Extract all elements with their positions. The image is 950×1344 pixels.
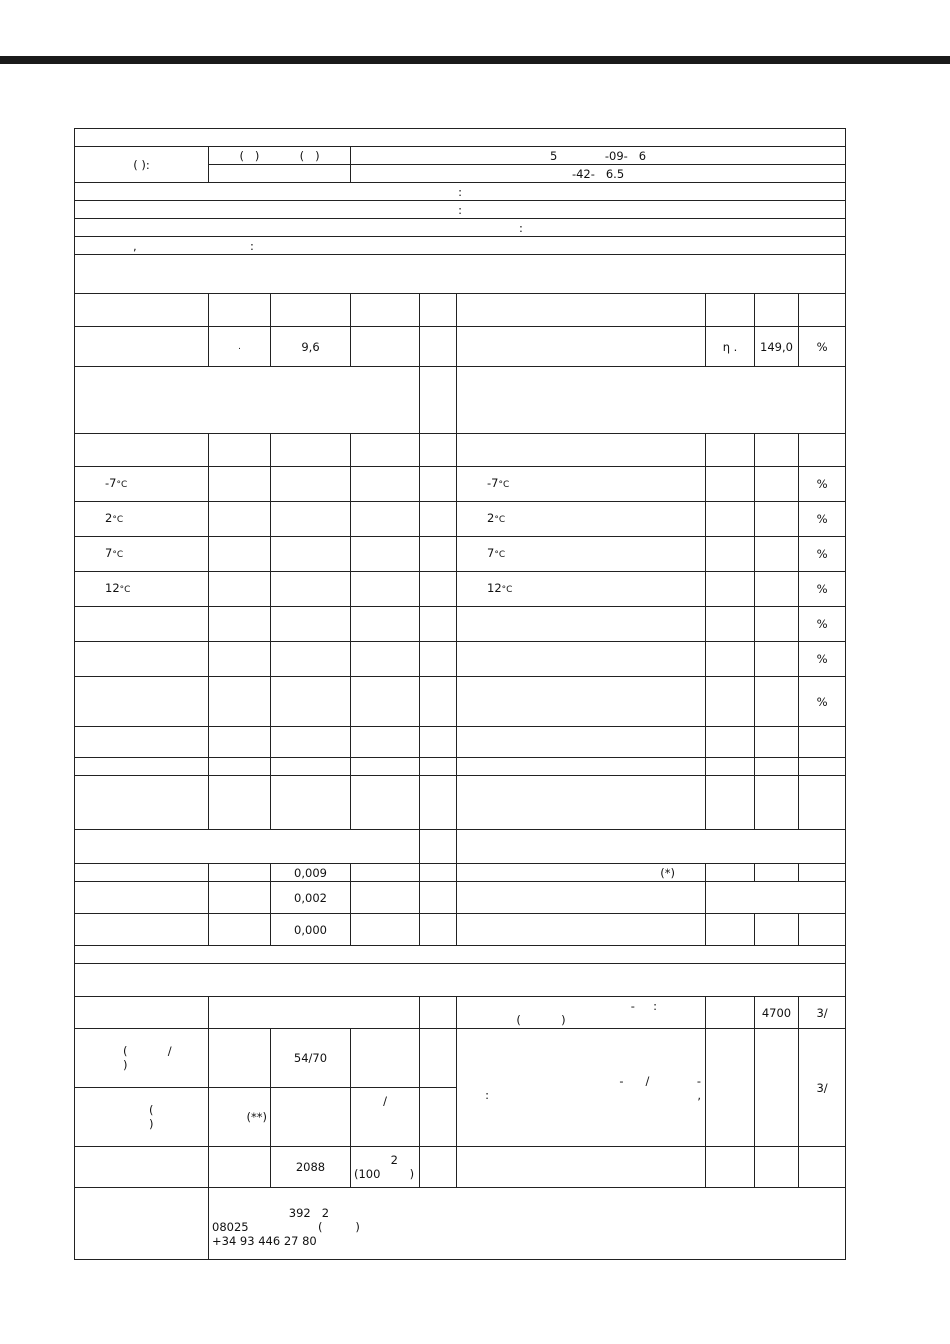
info-row-3: : (75, 219, 846, 237)
product-sheet-table (74, 128, 846, 1260)
temp-row-unit: % (799, 502, 846, 537)
water-note: (**) (209, 1088, 271, 1147)
water-value: 54/70 (271, 1029, 351, 1088)
col-head (75, 294, 209, 327)
extra-unit: % (799, 677, 846, 727)
power-value-1: 0,009 (271, 864, 351, 882)
brand-cell: ( ) ( ) (209, 147, 351, 165)
efficiency-value: 149,0 (755, 327, 799, 367)
brand-cell-2 (209, 165, 351, 183)
gwp-value: 2088 (271, 1147, 351, 1188)
info-row-2: : (75, 201, 846, 219)
rated-value: 9,6 (271, 327, 351, 367)
part-load-section (75, 367, 420, 434)
temp-row-unit: % (799, 467, 846, 502)
water-description: - / - : , (457, 1029, 706, 1147)
info-row-1: : (75, 183, 846, 201)
airflow-value: 4700 (755, 997, 799, 1029)
water-unit: 3/ (799, 1029, 846, 1147)
temp-row-unit: % (799, 537, 846, 572)
model-code-2: -42- 6.5 (351, 165, 846, 183)
spacer-row (75, 946, 846, 964)
top-bar (0, 56, 950, 64)
section-row (75, 255, 846, 294)
efficiency-unit: % (799, 327, 846, 367)
water-label-1: ( / ) (75, 1029, 209, 1088)
extra-unit: % (799, 607, 846, 642)
water-label-2: ( ) (75, 1088, 209, 1147)
contact-details: 392 2 08025 ( ) +34 93 446 27 80 (209, 1188, 846, 1260)
extra-unit: % (799, 642, 846, 677)
model-code-1: 5 -09- 6 (351, 147, 846, 165)
info-row-4: , : (75, 237, 846, 255)
power-value-3: 0,000 (271, 914, 351, 946)
temp-row-unit: % (799, 572, 846, 607)
other-section (75, 964, 846, 997)
efficiency-symbol: η . (706, 327, 755, 367)
temp-row-right: 2°C (457, 502, 706, 537)
airflow-unit: 3/ (799, 997, 846, 1029)
header-row (75, 129, 846, 147)
water-slash: / (351, 1088, 420, 1147)
rated-symbol: . (209, 327, 271, 367)
power-note: (*) (457, 864, 706, 882)
temp-row-right: -7°C (457, 467, 706, 502)
temp-row-right: 7°C (457, 537, 706, 572)
power-value-2: 0,002 (271, 882, 351, 914)
temp-row-left: -7°C (75, 467, 209, 502)
temp-row-left: 12°C (75, 572, 209, 607)
airflow-label: - : ( ) (457, 997, 706, 1029)
temp-row-left: 7°C (75, 537, 209, 572)
gwp-unit: 2 (100 ) (351, 1147, 420, 1188)
contact-label (75, 1188, 209, 1260)
temp-row-left: 2°C (75, 502, 209, 537)
model-label: ( ): (75, 147, 209, 183)
temp-row-right: 12°C (457, 572, 706, 607)
power-section (75, 830, 420, 864)
